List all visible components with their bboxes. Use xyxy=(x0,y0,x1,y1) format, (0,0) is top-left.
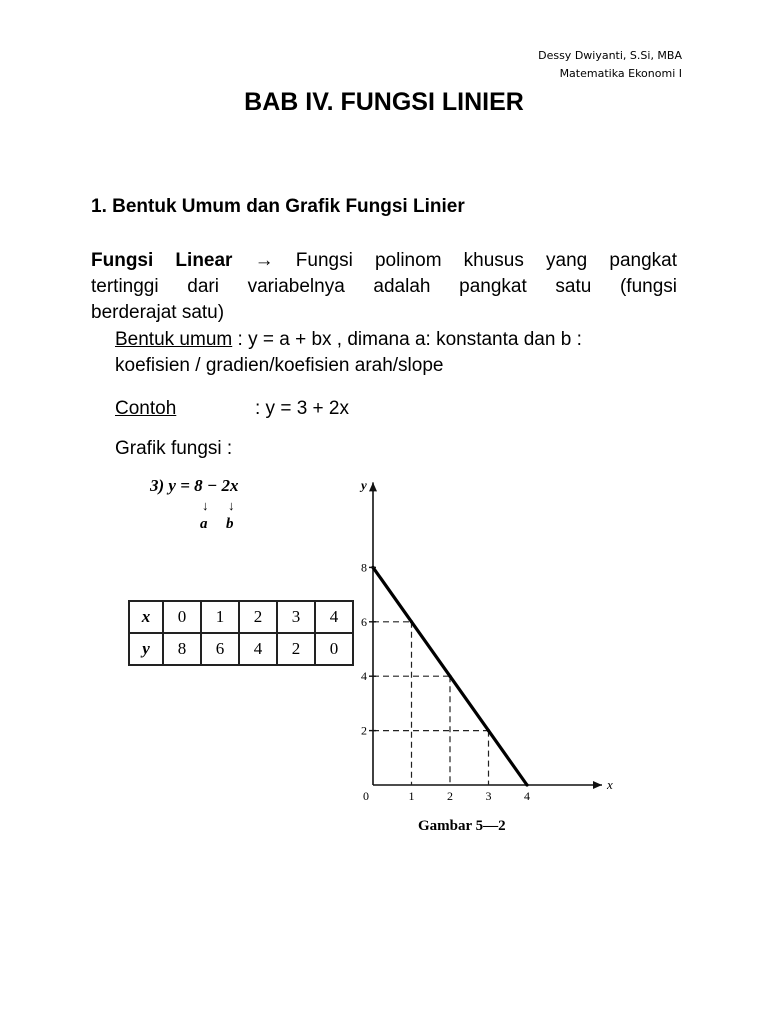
b-label: b xyxy=(226,516,234,532)
table-cell: 1 xyxy=(201,601,239,633)
table-cell: 2 xyxy=(239,601,277,633)
arrow-icon: → xyxy=(254,250,274,271)
down-arrow-icon: ↓ xyxy=(202,498,209,513)
table-cell: 3 xyxy=(277,601,315,633)
y-axis-label: y xyxy=(361,477,367,493)
table-cell: 2 xyxy=(277,633,315,665)
x-axis-arrow-icon xyxy=(593,781,602,789)
x-tick-label: 3 xyxy=(485,789,492,803)
table-cell: 0 xyxy=(315,633,353,665)
y-label-cell: y xyxy=(129,633,163,665)
example-text: : y = 3 + 2x xyxy=(255,398,349,419)
y-tick-label: 8 xyxy=(361,560,367,575)
data-point xyxy=(371,566,374,569)
values-table xyxy=(128,600,354,666)
y-tick-label: 4 xyxy=(361,669,367,684)
table-row xyxy=(129,601,353,633)
data-point xyxy=(487,729,490,732)
equation-text: 3) y = 8 − 2x xyxy=(150,476,239,495)
x-label-cell: x xyxy=(129,601,163,633)
x-tick-label: 4 xyxy=(524,789,530,803)
table-cell: 6 xyxy=(201,633,239,665)
table-cell: 4 xyxy=(315,601,353,633)
x-tick-label: 1 xyxy=(408,789,415,803)
figure-caption: Gambar 5—2 xyxy=(418,818,506,834)
figure-equation xyxy=(150,476,239,532)
y-tick-label: 6 xyxy=(361,614,367,629)
data-point xyxy=(525,783,528,786)
graph-label: Grafik fungsi : xyxy=(115,438,233,459)
definition-text: Fungsi polinom khusus yang pangkat xyxy=(295,250,678,271)
down-arrow-icon: ↓ xyxy=(228,498,235,513)
x-tick-label: 0 xyxy=(363,789,369,803)
example-line xyxy=(115,396,690,422)
table-cell: 8 xyxy=(163,633,201,665)
header-author: Dessy Dwiyanti, S.Si, MBA xyxy=(538,49,682,62)
definition-line-2: tertinggi dari variabelnya adalah pangkat satu (fungsi xyxy=(91,276,677,297)
data-point xyxy=(410,620,413,623)
table-cell: 4 xyxy=(239,633,277,665)
y-axis-arrow-icon xyxy=(369,482,377,491)
x-axis-label: x xyxy=(607,777,613,792)
general-form-text: : y = a + bx , dimana a: konstanta dan b : xyxy=(232,329,582,350)
definition-term: Fungsi Linear xyxy=(91,250,233,271)
example-label: Contoh xyxy=(115,398,177,419)
chapter-title: BAB IV. FUNGSI LINIER xyxy=(244,88,524,116)
general-form-label: Bentuk umum xyxy=(115,329,233,350)
header-course: Matematika Ekonomi I xyxy=(559,67,682,80)
definition-line-1 xyxy=(91,248,677,274)
y-tick-label: 2 xyxy=(361,723,367,738)
table-cell: 0 xyxy=(163,601,201,633)
definition-line-3: berderajat satu) xyxy=(91,302,225,323)
a-label: a xyxy=(200,516,208,532)
general-form-line-2: koefisien / gradien/koefisien arah/slope xyxy=(115,355,444,376)
function-line xyxy=(373,567,527,785)
table-row xyxy=(129,633,353,665)
section-heading: 1. Bentuk Umum dan Grafik Fungsi Linier xyxy=(91,196,465,217)
x-tick-label: 2 xyxy=(447,789,453,803)
data-point xyxy=(448,675,451,678)
general-form-line-1 xyxy=(115,327,690,353)
